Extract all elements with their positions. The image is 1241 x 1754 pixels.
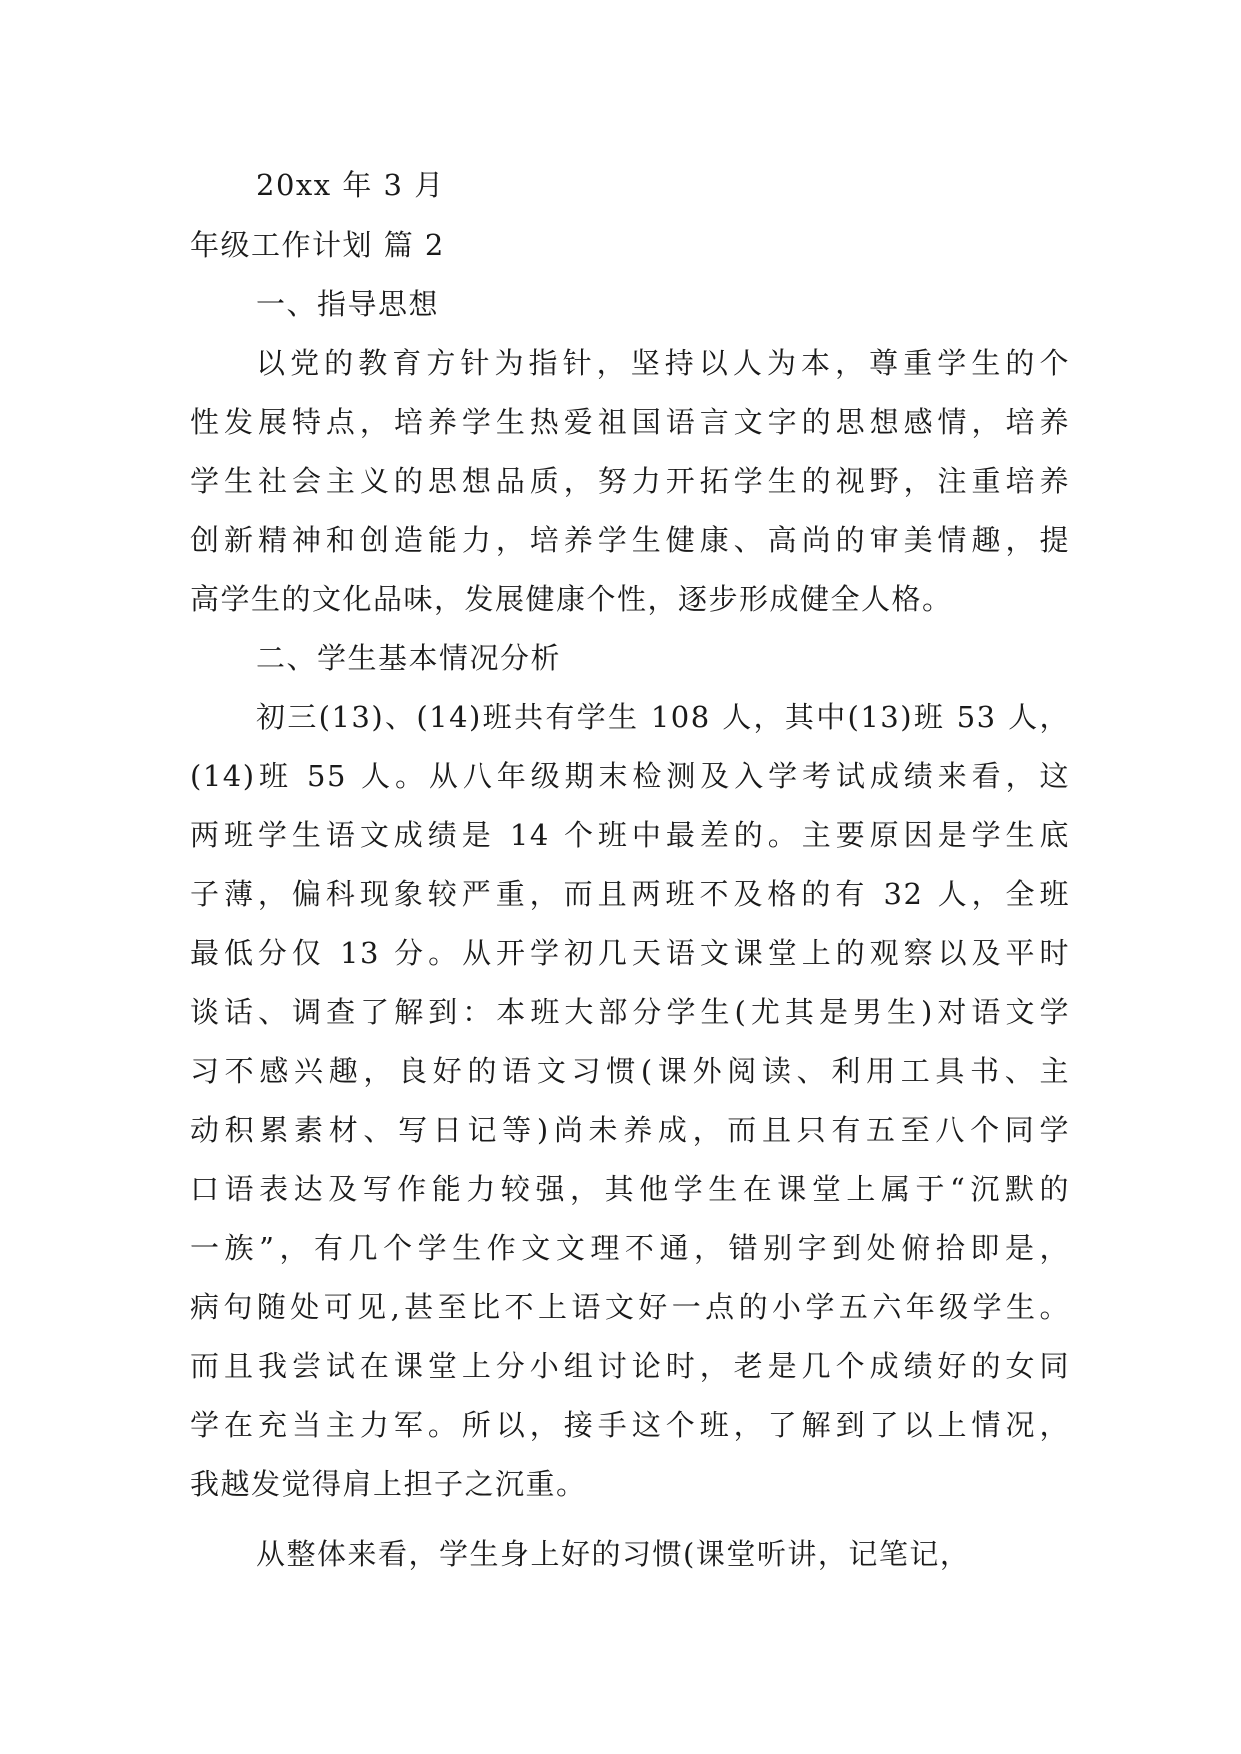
- paragraph-line: 动积累素材、写日记等)尚未养成，而且只有五至八个同学: [190, 1113, 1070, 1147]
- paragraph-line: 习不感兴趣，良好的语文习惯(课外阅读、利用工具书、主: [190, 1054, 1070, 1088]
- paragraph-line: 初三(13)、(14)班共有学生 108 人，其中(13)班 53 人，: [256, 700, 1070, 734]
- paragraph-line: 从整体来看，学生身上好的习惯(课堂听讲，记笔记，: [256, 1537, 971, 1571]
- heading-student-analysis: 二、学生基本情况分析: [256, 641, 562, 675]
- paragraph-line: 口语表达及写作能力较强，其他学生在课堂上属于“沉默的: [190, 1172, 1070, 1206]
- paragraph-line: (14)班 55 人。从八年级期末检测及入学考试成绩来看，这: [190, 759, 1070, 793]
- paragraph-line: 病句随处可见,甚至比不上语文好一点的小学五六年级学生。: [190, 1290, 1070, 1324]
- paragraph-line: 而且我尝试在课堂上分小组讨论时，老是几个成绩好的女同: [190, 1349, 1070, 1383]
- section-title: 年级工作计划 篇 2: [190, 228, 445, 262]
- paragraph-line: 学生社会主义的思想品质，努力开拓学生的视野，注重培养: [190, 464, 1070, 498]
- paragraph-line: 子薄，偏科现象较严重，而且两班不及格的有 32 人，全班: [190, 877, 1070, 911]
- paragraph-line: 以党的教育方针为指针，坚持以人为本，尊重学生的个: [256, 346, 1070, 380]
- date-line: 20xx 年 3 月: [256, 168, 445, 202]
- paragraph-line: 两班学生语文成绩是 14 个班中最差的。主要原因是学生底: [190, 818, 1070, 852]
- paragraph-line: 谈话、调查了解到：本班大部分学生(尤其是男生)对语文学: [190, 995, 1070, 1029]
- paragraph-line: 学在充当主力军。所以，接手这个班，了解到了以上情况，: [190, 1408, 1070, 1442]
- paragraph-line: 我越发觉得肩上担子之沉重。: [190, 1467, 587, 1501]
- paragraph-line: 创新精神和创造能力，培养学生健康、高尚的审美情趣，提: [190, 523, 1070, 557]
- heading-guiding-thought: 一、指导思想: [256, 287, 440, 321]
- paragraph-line: 一族”，有几个学生作文文理不通，错别字到处俯拾即是，: [190, 1231, 1070, 1265]
- paragraph-line: 高学生的文化品味，发展健康个性，逐步形成健全人格。: [190, 582, 953, 616]
- paragraph-line: 性发展特点，培养学生热爱祖国语言文字的思想感情，培养: [190, 405, 1070, 439]
- paragraph-line: 最低分仅 13 分。从开学初几天语文课堂上的观察以及平时: [190, 936, 1070, 970]
